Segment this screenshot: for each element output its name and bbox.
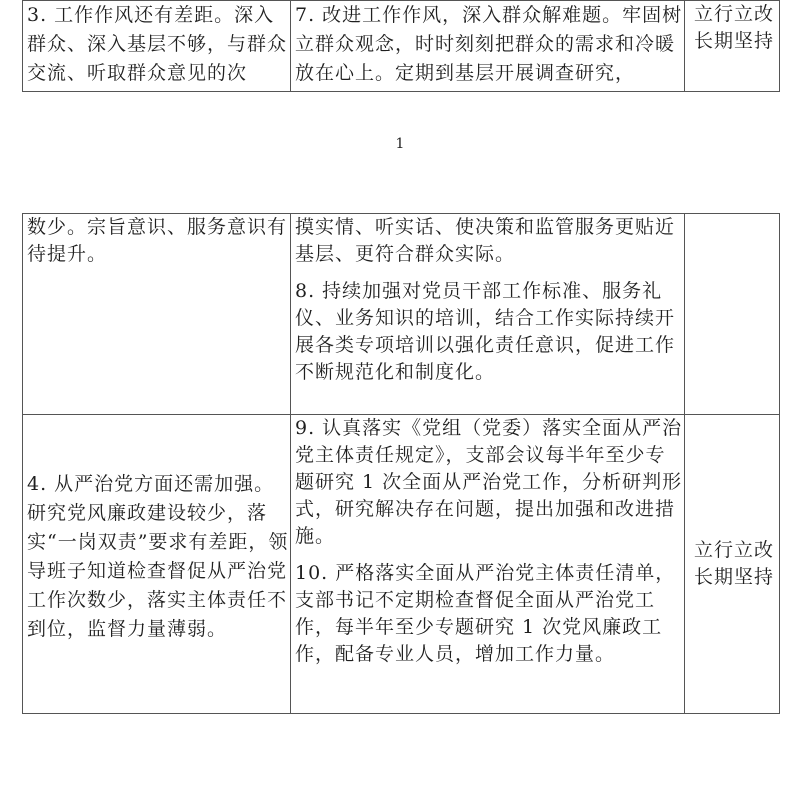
measure-paragraph: 9. 认真落实《党组（党委）落实全面从严治党主体责任规定》，支部会议每半年至少专题研究 1 次全面从严治党工作，分析研判形式，研究解决存在问题，提出加强和改进措施。 bbox=[295, 417, 683, 547]
status-line-2: 长期坚持 bbox=[693, 30, 774, 52]
measures-text: 7. 改进工作作风，深入群众解难题。牢固树立群众观念，时时刻刻把群众的需求和冷暖放在心上。定期到基层开展调查研究， bbox=[295, 4, 683, 84]
measures-cell bbox=[291, 214, 685, 415]
status-cell bbox=[685, 1, 780, 92]
measures-cell bbox=[291, 415, 685, 714]
bottom-table bbox=[22, 213, 780, 714]
status-line-2: 长期坚持 bbox=[693, 566, 774, 588]
status-line-1: 立行立改 bbox=[693, 539, 774, 561]
page-number: 1 bbox=[395, 136, 405, 152]
top-table bbox=[22, 0, 780, 92]
table-row bbox=[23, 1, 780, 92]
status-line-1: 立行立改 bbox=[693, 3, 774, 25]
status-cell bbox=[685, 214, 780, 415]
table-row bbox=[23, 214, 780, 415]
measures-cell bbox=[291, 1, 685, 92]
status-cell bbox=[685, 415, 780, 714]
measure-paragraph: 10. 严格落实全面从严治党主体责任清单，支部书记不定期检查督促全面从严治党工作，每半年至少专题研究 1 次党风廉政工作，配备专业人员，增加工作力量。 bbox=[295, 562, 676, 665]
problem-text: 数少。宗旨意识、服务意识有待提升。 bbox=[27, 216, 288, 265]
problem-cell bbox=[23, 214, 291, 415]
problem-cell bbox=[23, 415, 291, 714]
measure-paragraph: 摸实情、听实话、使决策和监管服务更贴近基层、更符合群众实际。 bbox=[295, 216, 676, 265]
problem-cell bbox=[23, 1, 291, 92]
problem-text: 4. 从严治党方面还需加强。研究党风廉政建设较少，落实“一岗双责”要求有差距，领导班子知道检查督促从严治党工作次数少，落实主体责任不到位，监督力量薄弱。 bbox=[27, 473, 289, 640]
measure-paragraph: 8. 持续加强对党员干部工作标准、服务礼仪、业务知识的培训，结合工作实际持续开展各类专项培训以强化责任意识，促进工作不断规范化和制度化。 bbox=[295, 280, 676, 383]
table-row bbox=[23, 415, 780, 714]
problem-text: 3. 工作作风还有差距。深入群众、深入基层不够，与群众交流、听取群众意见的次 bbox=[27, 4, 288, 84]
